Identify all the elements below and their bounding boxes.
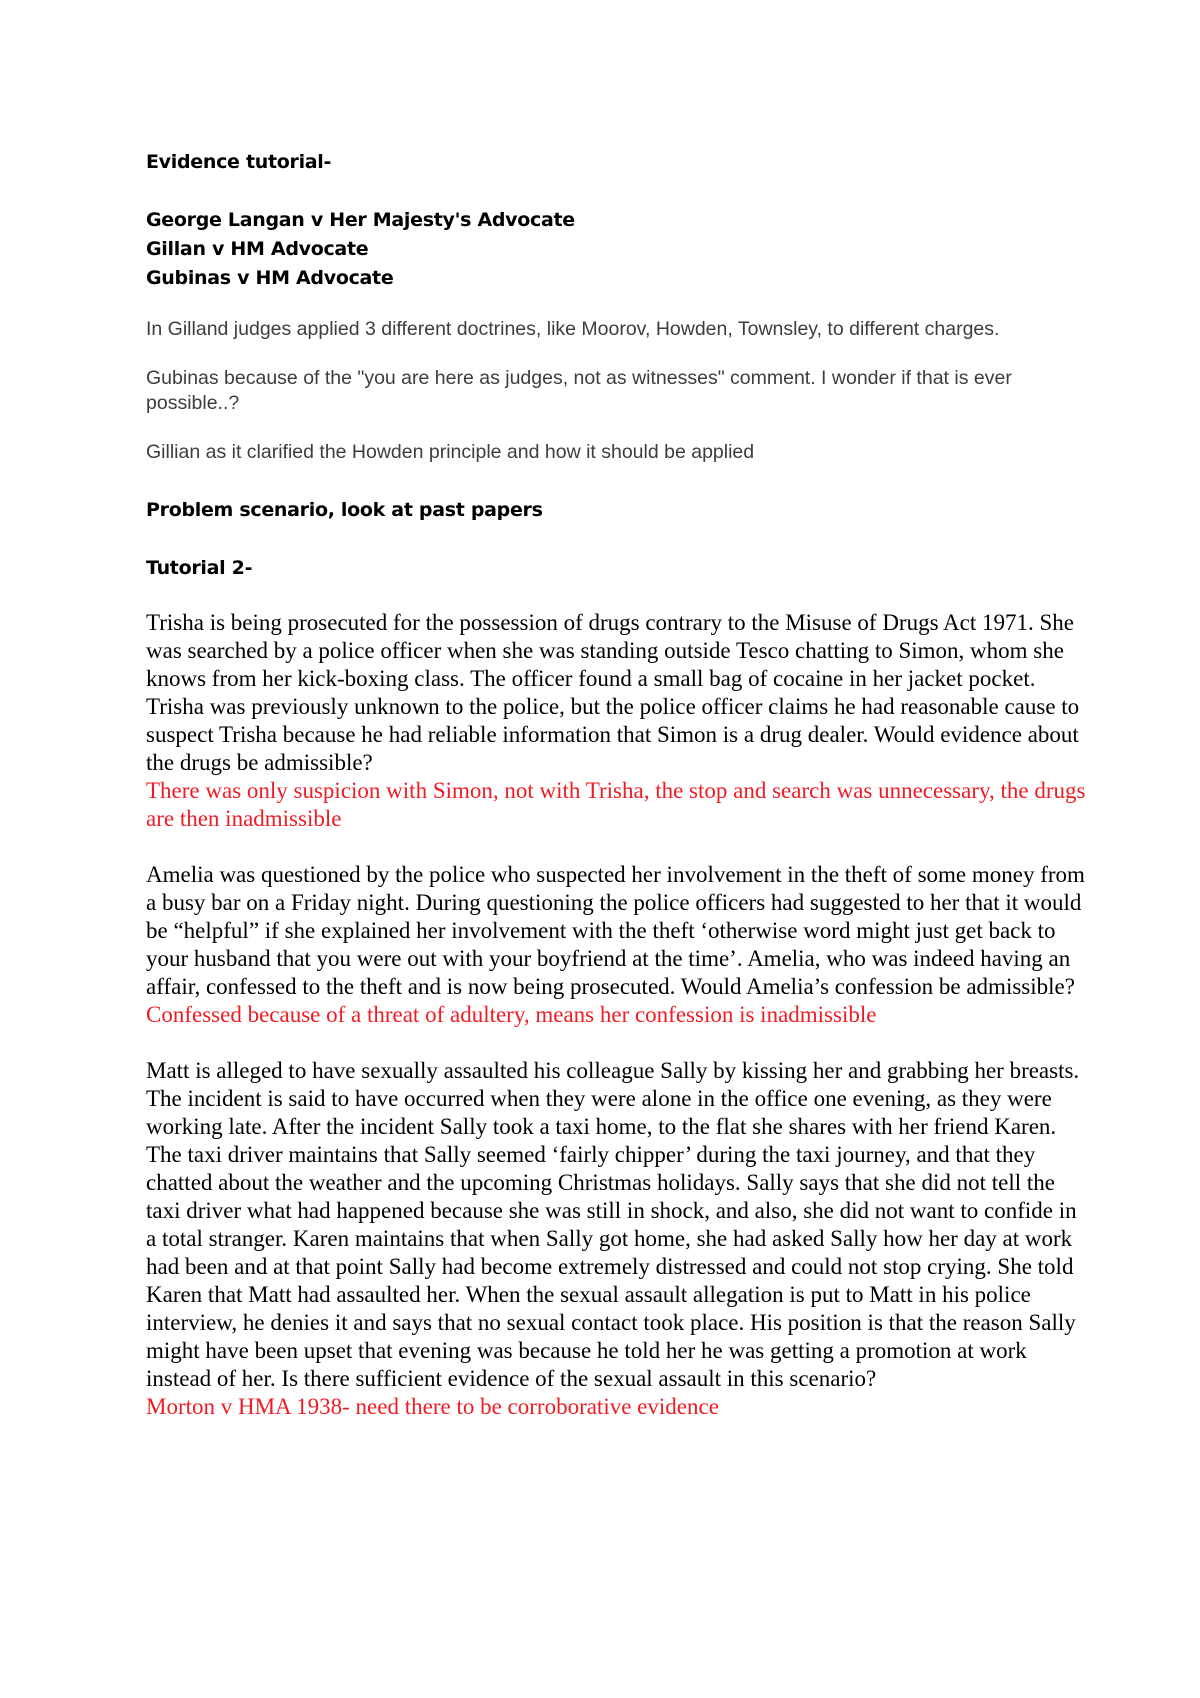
document-title: Evidence tutorial- — [146, 151, 332, 173]
tutorial-heading: Tutorial 2- — [146, 557, 253, 579]
scenario-question-trisha: Trisha is being prosecuted for the possession of drugs contrary to the Misuse of Drugs Act 1971. She was searched by a police officer when she was standing outside Tesco chatting to Simon, whom she knows from her kick-boxing class. The officer found a small bag of cocaine in her jacket pocket. Trisha was previously unknown to the police, but the police officer claims he had reasonable cause to suspect Trisha because he had reliable information that Simon is a drug dealer. Would evidence about the drugs be admissible? — [146, 610, 1080, 775]
case-heading-gillan: Gillan v HM Advocate — [146, 238, 369, 260]
scenario-answer-matt: Morton v HMA 1938- need there to be corroborative evidence — [146, 1394, 719, 1419]
note-gillian: Gillian as it clarified the Howden principle and how it should be applied — [146, 441, 755, 463]
case-heading-langan: George Langan v Her Majesty's Advocate — [146, 209, 575, 231]
scenario-answer-amelia: Confessed because of a threat of adultery, means her confession is inadmissible — [146, 1002, 877, 1027]
case-heading-gubinas: Gubinas v HM Advocate — [146, 267, 394, 289]
scenario-answer-trisha: There was only suspicion with Simon, not with Trisha, the stop and search was unnecessary, the drugs are then inadmissible — [146, 778, 1086, 831]
note-gubinas: Gubinas because of the "you are here as judges, not as witnesses" comment. I wonder if that is ever possible..? — [146, 367, 1012, 414]
scenario-question-amelia: Amelia was questioned by the police who suspected her involvement in the theft of some money from a busy bar on a Friday night. During questioning the police officers had suggested to her that it would be “helpful” if she explained her involvement with the theft ‘otherwise word might just get back to your husband that you were out with your boyfriend at the time’. Amelia, who was indeed having an affair, confessed to the theft and is now being prosecuted. Would Amelia’s confession be admissible? — [146, 862, 1085, 999]
document-content — [146, 148, 1086, 1421]
problem-heading: Problem scenario, look at past papers — [146, 499, 543, 521]
note-gilland: In Gilland judges applied 3 different doctrines, like Moorov, Howden, Townsley, to different charges. — [146, 318, 1000, 340]
scenario-question-matt: Matt is alleged to have sexually assaulted his colleague Sally by kissing her and grabbing her breasts. The incident is said to have occurred when they were alone in the office one evening, as they were working late. After the incident Sally took a taxi home, to the flat she shares with her friend Karen. The taxi driver maintains that Sally seemed ‘fairly chipper’ during the taxi journey, and that they chatted about the weather and the upcoming Christmas holidays. Sally says that she did not tell the taxi driver what had happened because she was still in shock, and also, she did not want to confide in a total stranger. Karen maintains that when Sally got home, she had asked Sally how her day at work had been and at that point Sally had become extremely distressed and could not stop crying. She told Karen that Matt had assaulted her. When the sexual assault allegation is put to Matt in his police interview, he denies it and says that no sexual contact took place. His position is that the reason Sally might have been upset that evening was because he told her he was getting a promotion at work instead of her. Is there sufficient evidence of the sexual assault in this scenario? — [146, 1058, 1080, 1391]
